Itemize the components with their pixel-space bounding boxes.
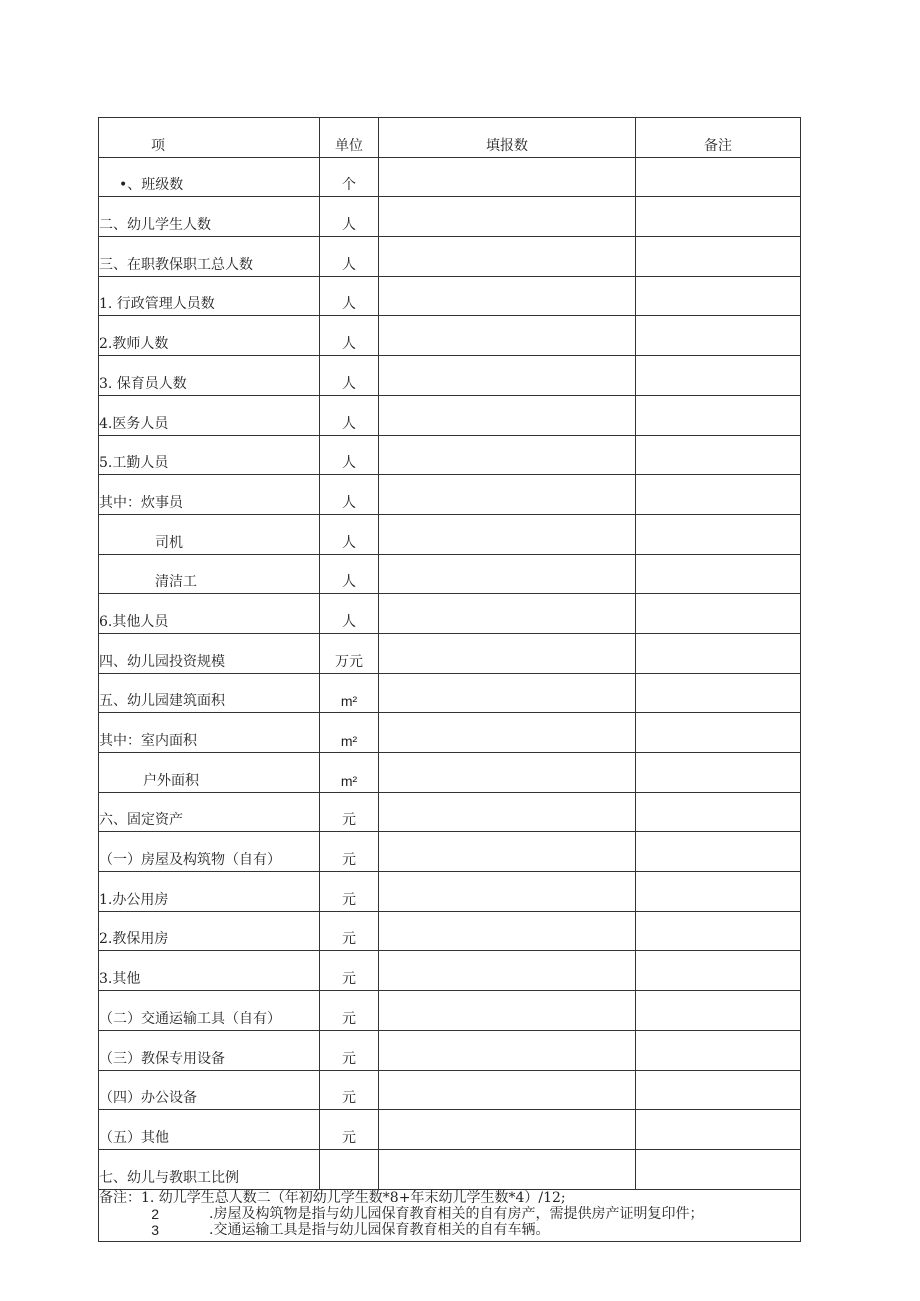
value-cell[interactable] [379, 157, 636, 197]
row-unit: 人 [320, 554, 379, 594]
row-label: （一）房屋及构筑物（自有） [99, 832, 320, 872]
remark-cell[interactable] [636, 872, 801, 912]
value-cell[interactable] [379, 395, 636, 435]
row-unit: 元 [320, 1030, 379, 1070]
table-row [99, 157, 801, 197]
row-unit: 元 [320, 951, 379, 991]
row-label: 其中：室内面积 [99, 713, 320, 753]
remark-cell[interactable] [636, 673, 801, 713]
table-row [99, 1149, 801, 1189]
remark-cell[interactable] [636, 594, 801, 634]
value-cell[interactable] [379, 514, 636, 554]
value-cell[interactable] [379, 197, 636, 237]
row-unit: 元 [320, 991, 379, 1031]
notes-row [99, 1189, 801, 1241]
row-label: 1. 行政管理人员数 [99, 276, 320, 316]
table-row [99, 594, 801, 634]
row-unit: 元 [320, 872, 379, 912]
row-label: 其中：炊事员 [99, 475, 320, 515]
table-row [99, 1070, 801, 1110]
table-row [99, 951, 801, 991]
row-label: 6.其他人员 [99, 594, 320, 634]
row-unit: m² [320, 673, 379, 713]
value-cell[interactable] [379, 1149, 636, 1189]
remark-cell[interactable] [636, 157, 801, 197]
table-row [99, 713, 801, 753]
row-label: 户外面积 [99, 753, 320, 793]
row-label: 2.教保用房 [99, 911, 320, 951]
value-cell[interactable] [379, 991, 636, 1031]
value-cell[interactable] [379, 951, 636, 991]
row-unit: 人 [320, 435, 379, 475]
row-label: 七、幼儿与教职工比例 [99, 1149, 320, 1189]
row-label: 清洁工 [99, 554, 320, 594]
remark-cell[interactable] [636, 197, 801, 237]
row-label: 三、在职教保职工总人数 [99, 237, 320, 277]
value-cell[interactable] [379, 911, 636, 951]
row-unit: m² [320, 753, 379, 793]
table-row [99, 911, 801, 951]
row-label: 司机 [99, 514, 320, 554]
value-cell[interactable] [379, 832, 636, 872]
row-label: 1.办公用房 [99, 872, 320, 912]
remark-cell[interactable] [636, 276, 801, 316]
row-label: 五、幼儿园建筑面积 [99, 673, 320, 713]
row-unit: 人 [320, 594, 379, 634]
notes-cell [99, 1189, 801, 1241]
row-label: 3.其他 [99, 951, 320, 991]
row-label: （五）其他 [99, 1110, 320, 1150]
remark-cell[interactable] [636, 991, 801, 1031]
value-cell[interactable] [379, 316, 636, 356]
table-row [99, 832, 801, 872]
value-cell[interactable] [379, 1110, 636, 1150]
remark-cell[interactable] [636, 356, 801, 396]
value-cell[interactable] [379, 872, 636, 912]
table-row [99, 316, 801, 356]
value-cell[interactable] [379, 435, 636, 475]
table-row [99, 197, 801, 237]
note-number-2: 2 [151, 1205, 159, 1222]
value-cell[interactable] [379, 594, 636, 634]
header-item: 项 [99, 118, 320, 158]
remark-cell[interactable] [636, 435, 801, 475]
row-unit: m² [320, 713, 379, 753]
table-row [99, 475, 801, 515]
note-line-1: 备注：1. 幼儿学生总人数二（年初幼儿学生数*8+年末幼儿学生数*4）/12; [99, 1189, 566, 1206]
remark-cell[interactable] [636, 1030, 801, 1070]
value-cell[interactable] [379, 753, 636, 793]
value-cell[interactable] [379, 237, 636, 277]
row-unit: 元 [320, 1110, 379, 1150]
header-row [99, 118, 801, 158]
remark-cell[interactable] [636, 395, 801, 435]
row-unit: 人 [320, 197, 379, 237]
table-row [99, 872, 801, 912]
note-line-3 [99, 1222, 800, 1238]
table-row [99, 356, 801, 396]
row-unit: 人 [320, 316, 379, 356]
header-remark: 备注 [636, 118, 801, 158]
remark-cell[interactable] [636, 475, 801, 515]
statistics-form-table [98, 117, 801, 1242]
value-cell[interactable] [379, 475, 636, 515]
row-unit: 人 [320, 475, 379, 515]
row-label: 四、幼儿园投资规模 [99, 633, 320, 673]
value-cell[interactable] [379, 276, 636, 316]
remark-cell[interactable] [636, 1110, 801, 1150]
remark-cell[interactable] [636, 237, 801, 277]
remark-cell[interactable] [636, 951, 801, 991]
header-unit: 单位 [320, 118, 379, 158]
row-label: （四）办公设备 [99, 1070, 320, 1110]
remark-cell[interactable] [636, 1070, 801, 1110]
value-cell[interactable] [379, 792, 636, 832]
table-row [99, 554, 801, 594]
value-cell[interactable] [379, 633, 636, 673]
row-unit: 人 [320, 395, 379, 435]
row-unit: 人 [320, 514, 379, 554]
header-value: 填报数 [379, 118, 636, 158]
value-cell[interactable] [379, 554, 636, 594]
row-label: 2.教师人数 [99, 316, 320, 356]
value-cell[interactable] [379, 1070, 636, 1110]
row-unit: 个 [320, 157, 379, 197]
value-cell[interactable] [379, 673, 636, 713]
table-row [99, 276, 801, 316]
remark-cell[interactable] [636, 316, 801, 356]
row-label: 3. 保育员人数 [99, 356, 320, 396]
table-row [99, 792, 801, 832]
table-row [99, 237, 801, 277]
row-unit: 万元 [320, 633, 379, 673]
table-row [99, 514, 801, 554]
row-unit[interactable] [320, 1149, 379, 1189]
row-unit: 元 [320, 1070, 379, 1110]
note-text-3: .交通运输工具是指与幼儿园保育教育相关的自有车辆。 [209, 1221, 550, 1238]
table-row [99, 395, 801, 435]
row-label: （三）教保专用设备 [99, 1030, 320, 1070]
remark-cell[interactable] [636, 514, 801, 554]
table-row [99, 673, 801, 713]
remark-cell[interactable] [636, 832, 801, 872]
note-line-2 [99, 1206, 800, 1222]
row-unit: 人 [320, 356, 379, 396]
remark-cell[interactable] [636, 753, 801, 793]
value-cell[interactable] [379, 713, 636, 753]
table-row [99, 633, 801, 673]
table-row [99, 1110, 801, 1150]
table-row [99, 753, 801, 793]
row-label: 4.医务人员 [99, 395, 320, 435]
row-label: •、班级数 [99, 157, 320, 197]
row-label: （二）交通运输工具（自有） [99, 991, 320, 1031]
row-unit: 元 [320, 832, 379, 872]
remark-cell[interactable] [636, 633, 801, 673]
row-unit: 元 [320, 911, 379, 951]
note-number-3: 3 [151, 1221, 159, 1238]
row-label: 5.工勤人员 [99, 435, 320, 475]
remark-cell[interactable] [636, 792, 801, 832]
row-unit: 元 [320, 792, 379, 832]
remark-cell[interactable] [636, 554, 801, 594]
row-unit: 人 [320, 237, 379, 277]
row-unit: 人 [320, 276, 379, 316]
value-cell[interactable] [379, 356, 636, 396]
note-text-2: .房屋及构筑物是指与幼儿园保育教育相关的自有房产，需提供房产证明复印件； [209, 1205, 704, 1222]
remark-cell[interactable] [636, 1149, 801, 1189]
table-row [99, 991, 801, 1031]
row-label: 二、幼儿学生人数 [99, 197, 320, 237]
row-label: 六、固定资产 [99, 792, 320, 832]
remark-cell[interactable] [636, 713, 801, 753]
table-row [99, 435, 801, 475]
value-cell[interactable] [379, 1030, 636, 1070]
remark-cell[interactable] [636, 911, 801, 951]
table-row [99, 1030, 801, 1070]
